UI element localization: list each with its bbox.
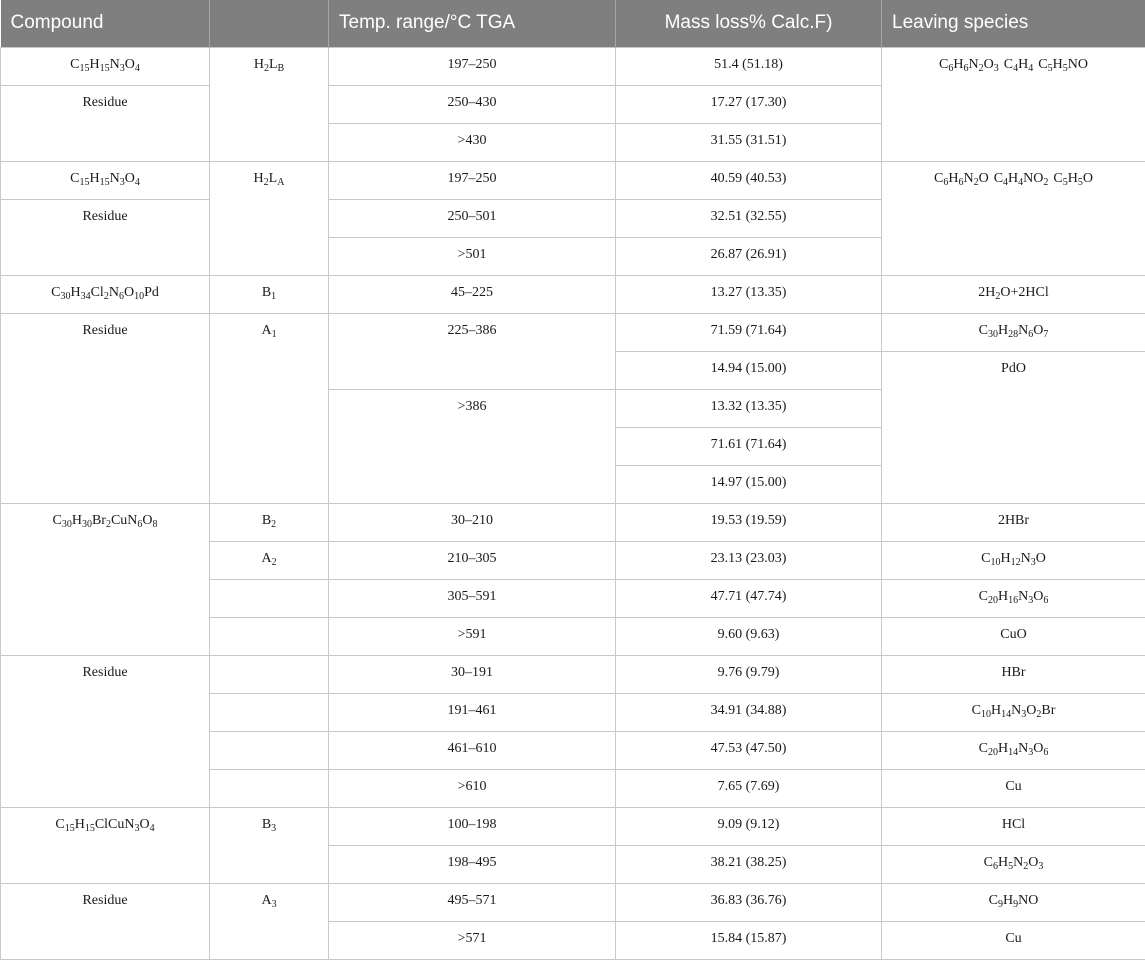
leaving-species-cell: HCl [882, 807, 1145, 845]
leaving-species-cell: $C_{20}H_{14}N_3O_6$ [882, 731, 1145, 769]
leaving-species-cell: HBr [882, 655, 1145, 693]
compound-cell: $C_{15}H_{15}ClCuN_3O_4$ [1, 807, 210, 883]
temp-cell: 225–386 [329, 313, 616, 389]
mass-loss-cell: 47.53 (47.50) [616, 731, 882, 769]
mass-loss-cell: 51.4 (51.18) [616, 47, 882, 85]
compound-cell: Residue [1, 883, 210, 959]
mass-loss-cell: 17.27 (17.30) [616, 85, 882, 123]
temp-cell: 45–225 [329, 275, 616, 313]
temp-cell: 305–591 [329, 579, 616, 617]
mass-loss-cell: 26.87 (26.91) [616, 237, 882, 275]
mass-loss-cell: 13.32 (13.35) [616, 389, 882, 427]
table-row [1, 47, 1145, 85]
leaving-species-cell: Cu [882, 769, 1145, 807]
temp-cell: 495–571 [329, 883, 616, 921]
mass-loss-cell: 34.91 (34.88) [616, 693, 882, 731]
leaving-species-cell: $C_{10}H_{14}N_3O_2Br$ [882, 693, 1145, 731]
mass-loss-cell: 38.21 (38.25) [616, 845, 882, 883]
temp-cell: 461–610 [329, 731, 616, 769]
temp-cell: >430 [329, 123, 616, 161]
temp-cell: >501 [329, 237, 616, 275]
header-label [210, 0, 329, 47]
mass-loss-cell: 9.60 (9.63) [616, 617, 882, 655]
label-cell [210, 617, 329, 655]
temp-cell: 30–191 [329, 655, 616, 693]
leaving-species-cell: $C_6H_6N_2O_3$ $C_4H_4$ $C_5H_5NO$ [882, 47, 1145, 161]
compound-cell: Residue [1, 85, 210, 161]
temp-cell: 210–305 [329, 541, 616, 579]
label-cell [210, 655, 329, 693]
mass-loss-cell: 23.13 (23.03) [616, 541, 882, 579]
table-row [1, 275, 1145, 313]
table-row [1, 883, 1145, 921]
temp-cell: >571 [329, 921, 616, 959]
leaving-species-cell: $C_6H_5N_2O_3$ [882, 845, 1145, 883]
label-cell: $B_3$ [210, 807, 329, 883]
table-row [1, 503, 1145, 541]
label-cell: $A_3$ [210, 883, 329, 959]
temp-cell: 250–501 [329, 199, 616, 237]
temp-cell: >386 [329, 389, 616, 503]
leaving-species-cell: $2H_2O+2HCl$ [882, 275, 1145, 313]
leaving-species-cell: $C_{20}H_{16}N_3O_6$ [882, 579, 1145, 617]
header-leaving-species: Leaving species [882, 0, 1145, 47]
compound-cell: $C_{15}H_{15}N_3O_4$ [1, 47, 210, 85]
temp-cell: >610 [329, 769, 616, 807]
compound-cell: $C_{30}H_{30}Br_2CuN_6O_8$ [1, 503, 210, 655]
table-row [1, 313, 1145, 351]
mass-loss-cell: 15.84 (15.87) [616, 921, 882, 959]
header-temp-range: Temp. range/°C TGA [329, 0, 616, 47]
temp-cell: 197–250 [329, 161, 616, 199]
temp-cell: >591 [329, 617, 616, 655]
table-header-row [1, 0, 1145, 47]
mass-loss-cell: 9.09 (9.12) [616, 807, 882, 845]
label-cell: $A_2$ [210, 541, 329, 579]
leaving-species-cell: Cu [882, 921, 1145, 959]
temp-cell: 100–198 [329, 807, 616, 845]
compound-cell: $C_{15}H_{15}N_3O_4$ [1, 161, 210, 199]
table-row [1, 161, 1145, 199]
temp-cell: 197–250 [329, 47, 616, 85]
mass-loss-cell: 9.76 (9.79) [616, 655, 882, 693]
label-cell [210, 579, 329, 617]
compound-cell: $C_{30}H_{34}Cl_2N_6O_{10}Pd$ [1, 275, 210, 313]
label-cell: $H_2L_B$ [210, 47, 329, 161]
temp-cell: 198–495 [329, 845, 616, 883]
leaving-species-cell: PdO [882, 351, 1145, 503]
temp-cell: 30–210 [329, 503, 616, 541]
mass-loss-cell: 13.27 (13.35) [616, 275, 882, 313]
leaving-species-cell: $C_{10}H_{12}N_3O$ [882, 541, 1145, 579]
label-cell: $A_1$ [210, 313, 329, 503]
table-row [1, 655, 1145, 693]
mass-loss-cell: 47.71 (47.74) [616, 579, 882, 617]
header-compound: Compound [1, 0, 210, 47]
label-cell: $H_2L_A$ [210, 161, 329, 275]
compound-cell: Residue [1, 655, 210, 807]
table-row [1, 807, 1145, 845]
compound-cell: Residue [1, 199, 210, 275]
mass-loss-cell: 32.51 (32.55) [616, 199, 882, 237]
label-cell: $B_2$ [210, 503, 329, 541]
mass-loss-cell: 40.59 (40.53) [616, 161, 882, 199]
header-mass-loss: Mass loss% Calc.F) [616, 0, 882, 47]
label-cell [210, 731, 329, 769]
mass-loss-cell: 7.65 (7.69) [616, 769, 882, 807]
label-cell [210, 769, 329, 807]
temp-cell: 191–461 [329, 693, 616, 731]
compound-cell: Residue [1, 313, 210, 503]
mass-loss-cell: 19.53 (19.59) [616, 503, 882, 541]
leaving-species-cell: $C_{30}H_{28}N_6O_7$ [882, 313, 1145, 351]
temp-cell: 250–430 [329, 85, 616, 123]
mass-loss-cell: 71.59 (71.64) [616, 313, 882, 351]
leaving-species-cell: 2HBr [882, 503, 1145, 541]
label-cell [210, 693, 329, 731]
mass-loss-cell: 14.94 (15.00) [616, 351, 882, 389]
mass-loss-cell: 36.83 (36.76) [616, 883, 882, 921]
label-cell: $B_1$ [210, 275, 329, 313]
mass-loss-cell: 14.97 (15.00) [616, 465, 882, 503]
mass-loss-cell: 71.61 (71.64) [616, 427, 882, 465]
mass-loss-cell: 31.55 (31.51) [616, 123, 882, 161]
leaving-species-cell: CuO [882, 617, 1145, 655]
leaving-species-cell: $C_9H_9NO$ [882, 883, 1145, 921]
leaving-species-cell: $C_6H_6N_2O$ $C_4H_4NO_2$ $C_5H_5O$ [882, 161, 1145, 275]
